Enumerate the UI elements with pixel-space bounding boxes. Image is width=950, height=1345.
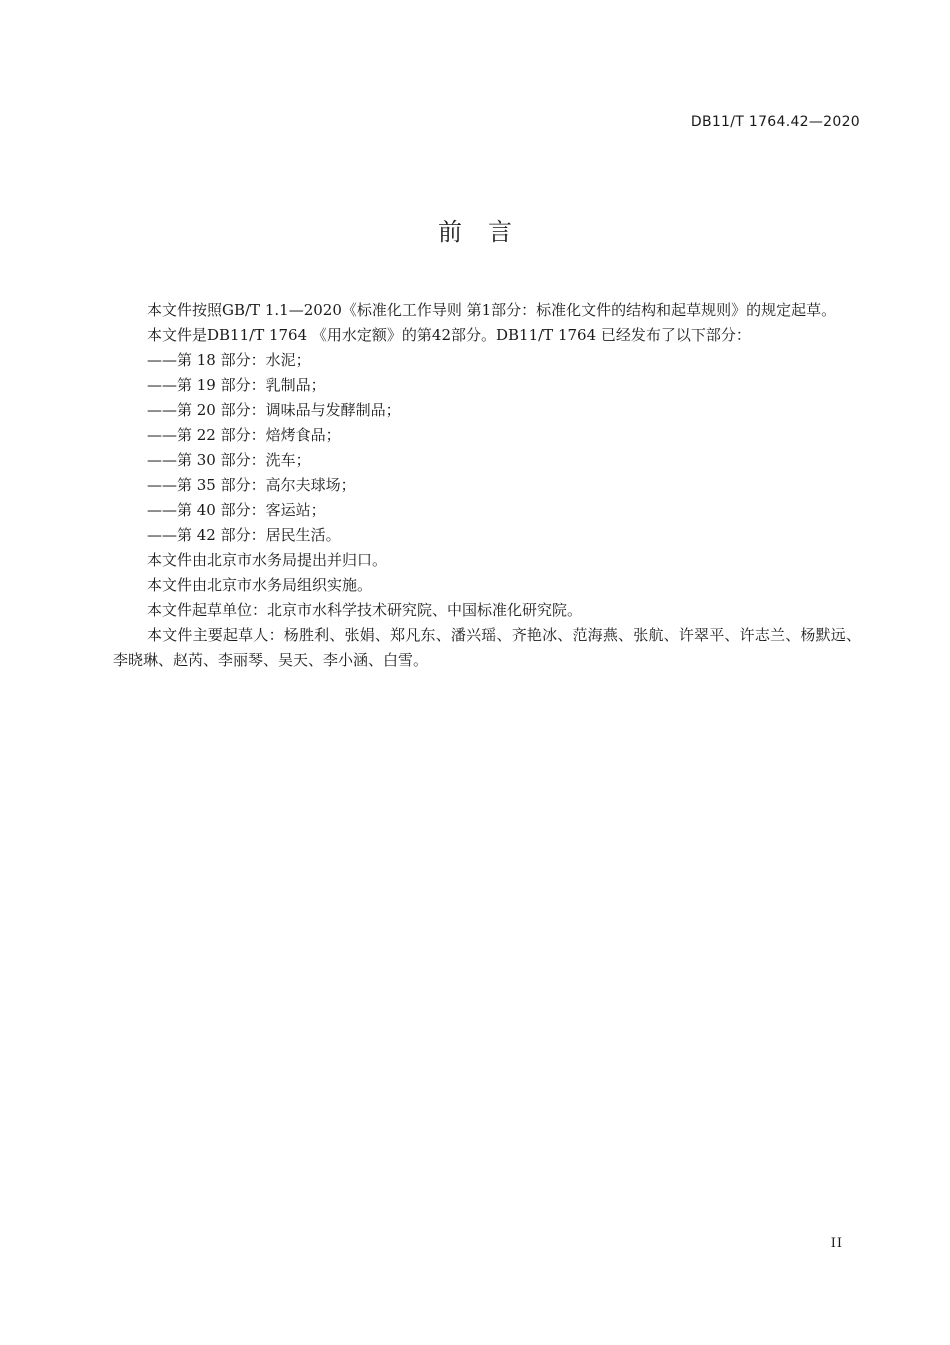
list-item: ——第 18 部分：水泥； <box>147 351 311 369</box>
drafting-units-paragraph: 本文件起草单位：北京市水科学技术研究院、中国标准化研究院。 <box>147 601 583 619</box>
list-item: ——第 22 部分：焙烤食品； <box>147 426 341 444</box>
list-item: ——第 19 部分：乳制品； <box>147 376 326 394</box>
drafters-paragraph: 本文件主要起草人：杨胜利、张娟、郑凡东、潘兴瑶、齐艳冰、范海燕、张航、许翠平、许志兰、杨默远、李晓琳、赵芮、李丽琴、吴天、李小涵、白雪。 <box>113 626 861 669</box>
proposed-by-paragraph: 本文件由北京市水务局提出并归口。 <box>147 551 388 569</box>
list-item: ——第 35 部分：高尔夫球场； <box>147 476 356 494</box>
series-paragraph: 本文件是DB11/T 1764 《用水定额》的第42部分。DB11/T 1764 已经发布了以下部分： <box>147 326 751 344</box>
list-item: ——第 40 部分：客运站； <box>147 501 326 519</box>
list-item: ——第 30 部分：洗车； <box>147 451 311 469</box>
document-body <box>113 298 861 673</box>
page-title: 前言 <box>438 218 538 246</box>
intro-paragraph: 本文件按照GB/T 1.1—2020《标准化工作导则 第1部分：标准化文件的结构和起草规则》的规定起草。 <box>147 301 837 319</box>
list-item: ——第 20 部分：调味品与发酵制品； <box>147 401 401 419</box>
page-number: II <box>830 1236 843 1251</box>
document-code: DB11/T 1764.42—2020 <box>690 114 860 130</box>
list-item: ——第 42 部分：居民生活。 <box>147 526 341 544</box>
organized-by-paragraph: 本文件由北京市水务局组织实施。 <box>147 576 373 594</box>
